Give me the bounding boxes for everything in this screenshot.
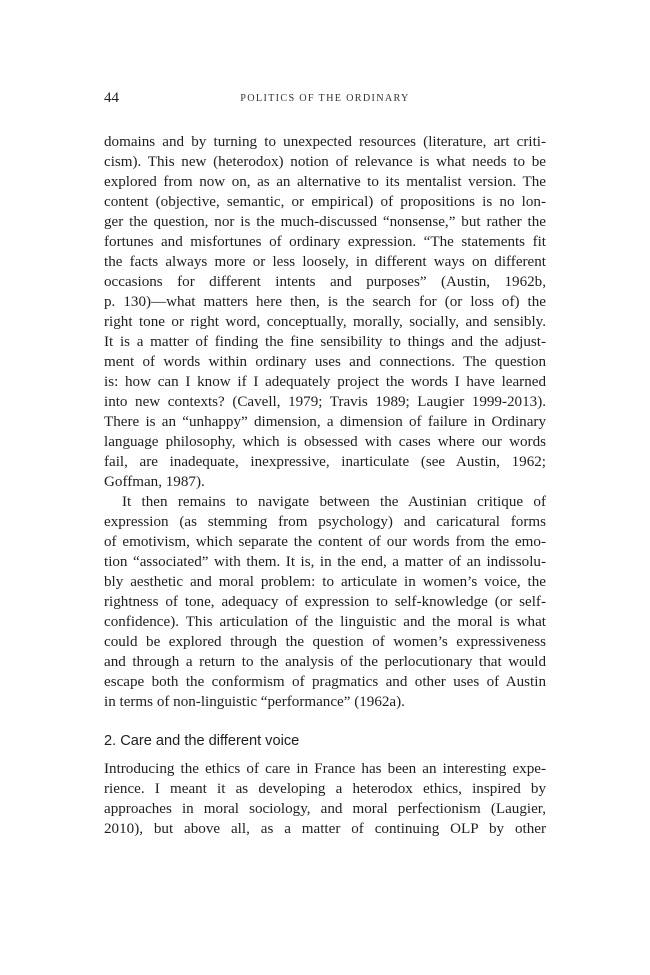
text-line: confidence). This articulation of the linguistic and the moral is what (104, 614, 546, 630)
text-line: fortunes and misfortunes of ordinary expression. “The statements fit (104, 234, 546, 250)
text-line: rightness of tone, adequacy of expression to self-knowledge (or self- (104, 594, 546, 610)
text-line: ment of words within ordinary uses and connections. The question (104, 354, 546, 370)
text-line: into new contexts? (Cavell, 1979; Travis 1989; Laugier 1999-2013). (104, 394, 546, 410)
text-line: content (objective, semantic, or empirical) of propositions is no lon- (104, 194, 546, 210)
paragraph-3 (104, 759, 546, 839)
text-line: of emotivism, which separate the content of our words from the emo- (104, 534, 546, 550)
text-line: 2010), but above all, as a matter of continuing OLP by other (104, 821, 546, 837)
text-line: escape both the conformism of pragmatics and other uses of Austin (104, 674, 546, 690)
text-line: There is an “unhappy” dimension, a dimension of failure in Ordinary (104, 414, 546, 430)
text-line: explored from now on, as an alternative to its mentalist version. The (104, 174, 546, 190)
text-line: It is a matter of finding the fine sensibility to things and the adjust- (104, 334, 546, 350)
text-line: expression (as stemming from psychology) and caricatural forms (104, 514, 546, 530)
text-line: and through a return to the analysis of the perlocutionary that would (104, 654, 546, 670)
page-number: 44 (104, 90, 119, 106)
text-line: p. 130)—what matters here then, is the search for (or loss of) the (104, 294, 546, 310)
text-line: the facts always more or less loosely, in different ways on different (104, 254, 546, 270)
text-line: It then remains to navigate between the Austinian critique of (122, 494, 546, 510)
text-line: right tone or right word, conceptually, morally, socially, and sensibly. (104, 314, 546, 330)
text-line: ger the question, nor is the much-discussed “nonsense,” but rather the (104, 214, 546, 230)
text-line: rience. I meant it as developing a heterodox ethics, inspired by (104, 781, 546, 797)
text-line: language philosophy, which is obsessed with cases where our words (104, 434, 546, 450)
text-line: cism). This new (heterodox) notion of relevance is what needs to be (104, 154, 546, 170)
text-line: in terms of non-linguistic “performance” (1962a). (104, 694, 405, 710)
text-line: bly aesthetic and moral problem: to articulate in women’s voice, the (104, 574, 546, 590)
text-line: occasions for different intents and purposes” (Austin, 1962b, (104, 274, 546, 290)
section-heading: 2. Care and the different voice (104, 733, 300, 749)
text-line: approaches in moral sociology, and moral perfectionism (Laugier, (104, 801, 546, 817)
paragraph-1 (104, 132, 546, 492)
text-line: tion “associated” with them. It is, in the end, a matter of an indissolu- (104, 554, 546, 570)
paragraph-2 (104, 492, 546, 712)
text-line: Goffman, 1987). (104, 474, 205, 490)
text-line: domains and by turning to unexpected resources (literature, art criti- (104, 134, 546, 150)
text-line: Introducing the ethics of care in France has been an interesting expe- (104, 761, 546, 777)
text-line: is: how can I know if I adequately project the words I have learned (104, 374, 546, 390)
running-head: POLITICS OF THE ORDINARY (240, 93, 410, 104)
text-line: fail, are inadequate, inexpressive, inarticulate (see Austin, 1962; (104, 454, 546, 470)
text-line: could be explored through the question of women’s expressiveness (104, 634, 546, 650)
